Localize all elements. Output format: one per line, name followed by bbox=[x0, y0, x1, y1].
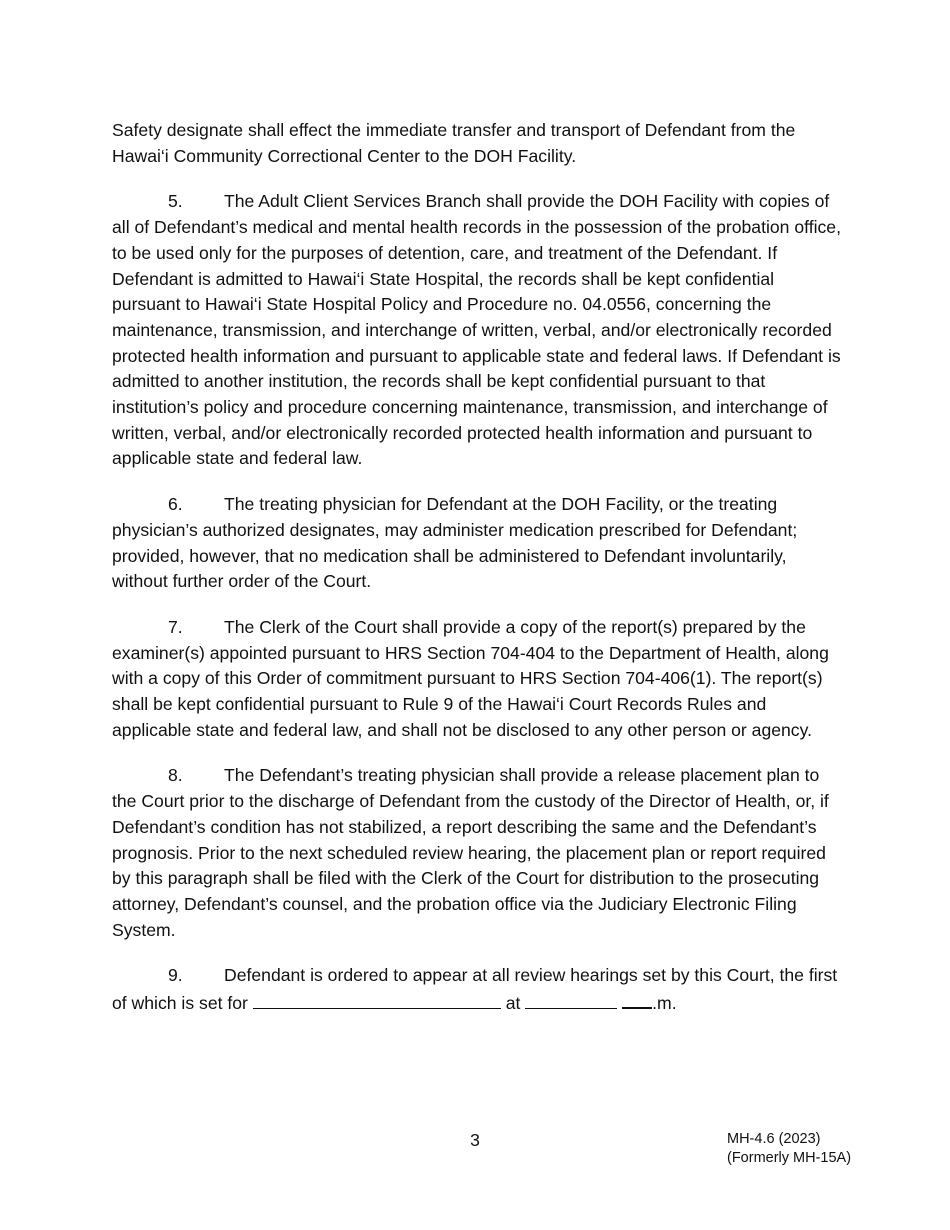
form-identifier bbox=[727, 1130, 851, 1168]
hearing-time-blank[interactable] bbox=[525, 990, 617, 1009]
paragraph-number: 7. bbox=[168, 616, 183, 637]
paragraph-text: The Defendant’s treating physician shall provide a release placement plan to the Court prior to the discharge of Defendant from the custody of the Director of Health, or, if Defendant’s condition has not stabilized, a report describing the same and the Defendant’s prognosis. Prior to the next scheduled review hearing, the placement plan or report required by this paragraph shall be filed with the Clerk of the Court for distribution to the prosecuting attorney, Defendant’s counsel, and the probation office via the Judiciary Electronic Filing System. bbox=[112, 765, 829, 940]
former-form-number: (Formerly MH-15A) bbox=[727, 1150, 852, 1166]
paragraph-text: The Adult Client Services Branch shall provide the DOH Facility with copies of all of Defendant’s medical and mental health records in the possession of the probation office, to be used only for the purposes of detention, care, and treatment of the Defendant. If Defendant is admitted to Hawai‘i State Hospital, the records shall be kept confidential pursuant to Hawai‘i State Hospital Policy and Procedure no. 04.0556, concerning the maintenance, transmission, and interchange of written, verbal, and/or electronically recorded protected health information and pursuant to applicable state and federal laws. If Defendant is admitted to another institution, the records shall be kept confidential pursuant to that institution’s policy and procedure concerning maintenance, transmission, and interchange of written, verbal, and/or electronically recorded protected health information and pursuant to applicable state and federal law. bbox=[112, 191, 841, 469]
intro-text: Safety designate shall effect the immediate transfer and transport of Defendant from the Hawai‘i Community Correctional Center to the DOH Facility. bbox=[112, 120, 796, 166]
page-number: 3 bbox=[470, 1130, 480, 1150]
hearing-date-blank[interactable] bbox=[253, 990, 501, 1009]
hearing-ampm-blank[interactable] bbox=[622, 989, 652, 1009]
form-number: MH-4.6 (2023) bbox=[727, 1131, 821, 1147]
paragraph-text: Defendant is ordered to appear at all review hearings set by this Court, the first of which is set for bbox=[112, 965, 838, 1014]
paragraph-7 bbox=[112, 615, 842, 744]
paragraph-9 bbox=[112, 963, 842, 1016]
ampm-suffix: .m. bbox=[652, 993, 677, 1014]
document-body bbox=[112, 118, 842, 1037]
intro-paragraph bbox=[112, 118, 842, 169]
paragraph-text: The treating physician for Defendant at the DOH Facility, or the treating physician’s authorized designates, may administer medication prescribed for Defendant; provided, however, that no medication shall be administered to Defendant involuntarily, without further order of the Court. bbox=[112, 494, 798, 592]
at-label: at bbox=[505, 993, 521, 1014]
paragraph-number: 5. bbox=[168, 191, 183, 212]
paragraph-number: 8. bbox=[168, 765, 183, 786]
paragraph-number: 9. bbox=[168, 965, 183, 986]
paragraph-number: 6. bbox=[168, 494, 183, 515]
paragraph-8 bbox=[112, 763, 842, 943]
paragraph-text: The Clerk of the Court shall provide a copy of the report(s) prepared by the examiner(s) appointed pursuant to HRS Section 704-404 to the Department of Health, along with a copy of this Order of commitment pursuant to HRS Section 704-406(1). The report(s) shall be kept confidential pursuant to Rule 9 of the Hawai‘i Court Records Rules and applicable state and federal law, and shall not be disclosed to any other person or agency. bbox=[112, 616, 829, 740]
paragraph-5 bbox=[112, 189, 842, 472]
paragraph-6 bbox=[112, 492, 842, 595]
